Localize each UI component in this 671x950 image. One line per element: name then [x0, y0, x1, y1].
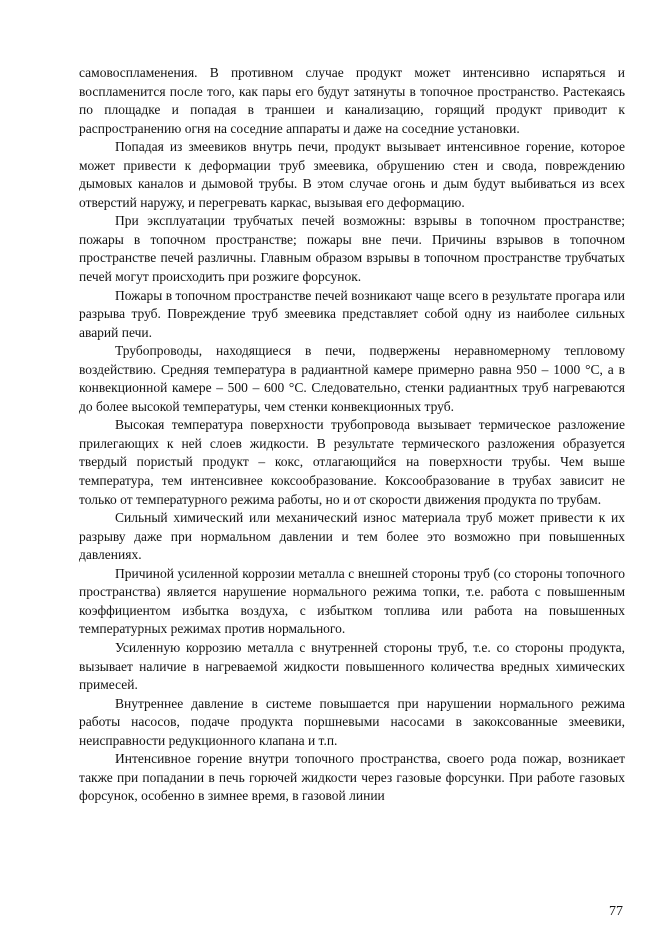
paragraph: Внутреннее давление в системе повышается при нарушении нормального режима работы насосов, подаче продукта поршневыми насосами в закоксованные змеевики, неисправности редукционного клапана и т.п. [79, 695, 625, 748]
paragraph: Причиной усиленной коррозии металла с внешней стороны труб (со стороны топочного пространства) является нарушение нормального режима топки, т.е. работа с повышенным коэффициентом избытка воздуха, с избытком топлива или работа на повышенных температурных режимах против нормального. [79, 565, 625, 637]
paragraph: Усиленную коррозию металла с внутренней стороны труб, т.е. со стороны продукта, вызывает наличие в нагреваемой жидкости повышенного количества вредных химических примесей. [79, 639, 625, 693]
paragraph: При эксплуатации трубчатых печей возможны: взрывы в топочном пространстве; пожары в топочном пространстве; пожары вне печи. Причины взрывов в топочном пространстве печей различны. Главным образом взрывы в топочном пространстве трубчатых печей могут происходить при розжиге форсунок. [79, 213, 625, 285]
paragraph: Пожары в топочном пространстве печей возникают чаще всего в результате прогара или разрыва труб. Повреждение труб змеевика представляет собой одну из наиболее сильных аварий печи. [79, 287, 625, 340]
document-body [79, 64, 625, 806]
paragraph: Попадая из змеевиков внутрь печи, продукт вызывает интенсивное горение, которое может привести к деформации труб змеевика, обрушению стен и свода, повреждению дымовых каналов и дымовой трубы. В этом случае огонь и дым будут выбиваться из всех отверстий наружу, и перегревать каркас, вызывая его деформацию. [79, 139, 625, 210]
paragraph: Трубопроводы, находящиеся в печи, подвержены неравномерному тепловому воздействию. Средняя температура в радиантной камере примерно равна 950 – 1000 °С, а в конвекционной камере – 500 – 600 °С. Следовательно, стенки радиантных труб нагреваются до более высокой температуры, чем стенки конвекционных труб. [79, 343, 625, 414]
paragraph: Высокая температура поверхности трубопровода вызывает термическое разложение прилегающих к ней слоев жидкости. В результате термического разложения образуется твердый пористый продукт – кокс, отлагающийся на поверхности трубы. Чем выше температура, тем интенсивнее коксообразование. Коксообразование в трубах зависит не только от температурного режима работы, но и от скорости движения продукта по трубам. [79, 417, 625, 507]
page-number: 77 [609, 904, 623, 919]
paragraph: Сильный химический или механический износ материала труб может привести к их разрыву даже при нормальном давлении и тем более это возможно при повышенных давлениях. [79, 510, 625, 563]
paragraph: Интенсивное горение внутри топочного пространства, своего рода пожар, возникает также при попадании в печь горючей жидкости через газовые форсунки. При работе газовых форсунок, особенно в зимнее время, в газовой линии [79, 751, 625, 804]
paragraph-continuation: самовоспламенения. В противном случае продукт может интенсивно испаряться и воспламенится после того, как пары его будут затянуты в топочное пространство. Растекаясь по площадке и попадая в траншеи и канализацию, горящий продукт приводит к распространению огня на соседние аппараты и даже на соседние установки. [79, 65, 625, 136]
